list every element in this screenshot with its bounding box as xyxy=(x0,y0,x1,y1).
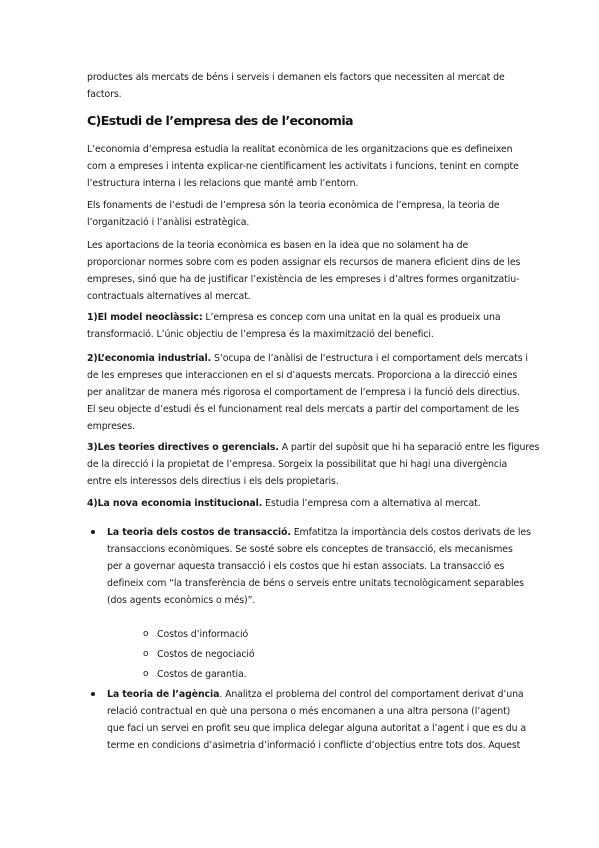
paragraph-industrial-economics xyxy=(87,350,528,435)
text-line: per analitzar de manera més rigorosa el comportament de l’empresa i la funció dels directius. xyxy=(87,387,520,398)
text-line xyxy=(87,439,540,456)
term-label: 3)Les teories directives o gerencials. xyxy=(87,442,279,453)
term-text: S’ocupa de l’anàlisi de l’estructura i el comportament dels mercats i xyxy=(211,353,528,364)
list-item-body xyxy=(107,686,526,754)
term-label: 4)La nova economia institucional. xyxy=(87,498,263,509)
text-line: El seu objecte d’estudi és el funcionament real dels mercats a partir del comportament de les xyxy=(87,404,520,415)
sub-list-item-text: Costos d’informació xyxy=(157,629,249,640)
sub-list-item-text: Costos de garantia. xyxy=(157,669,247,680)
text-line: transformació. L’únic objectiu de l’empresa és la maximització del benefici. xyxy=(87,329,434,340)
bullet-icon xyxy=(91,530,95,534)
circle-bullet-icon: o xyxy=(143,669,149,679)
paragraph-economic-theory xyxy=(87,237,521,305)
term-text: Estudia l’empresa com a alternativa al mercat. xyxy=(262,498,481,509)
text-line xyxy=(107,524,531,541)
term-label: La teoria de l’agència xyxy=(107,689,220,700)
text-line: terme en condicions d’asimetria d’informació i conflicte d’objectius entre tots dos. Aquest xyxy=(107,740,521,751)
text-line: per a governar aquesta transacció i els costos que hi estan associats. La transacció es xyxy=(107,561,505,572)
circle-bullet-icon: o xyxy=(143,649,149,659)
term-text: . Analitza el problema del control del comportament derivat d’una xyxy=(219,689,524,700)
paragraph-new-institutional-economics xyxy=(87,495,513,512)
sub-list-item-text: Costos de negociació xyxy=(157,649,255,660)
section-heading: C)Estudi de l’empresa des de l’economia xyxy=(87,113,353,128)
text-line: Els fonaments de l’estudi de l’empresa són la teoria econòmica de l’empresa, la teoria de xyxy=(87,200,500,211)
text-line: empreses. xyxy=(87,421,135,432)
term-text: L’empresa es concep com una unitat en la qual es produeix una xyxy=(202,312,501,323)
text-line: entre els interessos dels directius i els dels propietaris. xyxy=(87,476,339,487)
text-line: de les empreses que interaccionen en el si d’aquests mercats. Proporciona a la direcció eines xyxy=(87,370,518,381)
text-line: proporcionar normes sobre com es poden assignar els recursos de manera eficient dins de les xyxy=(87,257,521,268)
text-line: transaccions econòmiques. Se sosté sobre els conceptes de transacció, els mecanismes xyxy=(107,544,513,555)
text-line: de la direcció i la propietat de l’empresa. Sorgeix la possibilitat que hi hagi una divergència xyxy=(87,459,508,470)
text-line: L’economia d’empresa estudia la realitat econòmica de les organitzacions que es defineixen xyxy=(87,144,513,155)
text-line xyxy=(87,309,513,326)
text-line: defineix com “la transferència de béns o serveis entre unitats tecnològicament separables xyxy=(107,578,524,589)
text-line: relació contractual en què una persona o més encomanen a una altra persona (l’agent) xyxy=(107,706,511,717)
paragraph-foundations xyxy=(87,197,513,231)
term-label: La teoria dels costos de transacció. xyxy=(107,527,291,538)
text-line: productes als mercats de béns i serveis i demanen els factors que necessiten al mercat de xyxy=(87,72,505,83)
term-text: Emfatitza la importància dels costos derivats de les xyxy=(290,527,531,538)
circle-bullet-icon: o xyxy=(143,629,149,639)
bullet-icon xyxy=(91,692,95,696)
text-line: l’estructura interna i les relacions que manté amb l’entorn. xyxy=(87,178,359,189)
text-line xyxy=(87,350,528,367)
text-line: factors. xyxy=(87,89,122,100)
term-text: A partir del supòsit que hi ha separació entre les figures xyxy=(278,442,540,453)
text-line: contractuals alternatives al mercat. xyxy=(87,291,251,302)
paragraph-neoclassical-model xyxy=(87,309,513,343)
text-line: empreses, sinó que ha de justificar l’existència de les empreses i d’altres formes organitzatiu- xyxy=(87,274,520,285)
intro-paragraph xyxy=(87,69,513,103)
text-line: com a empreses i intenta explicar-ne científicament les activitats i funcions, tenint en compte xyxy=(87,161,519,172)
text-line: l’organització i l’anàlisi estratègica. xyxy=(87,217,250,228)
text-line: (dos agents econòmics o més)”. xyxy=(107,595,256,606)
text-line xyxy=(107,686,524,703)
text-line: Les aportacions de la teoria econòmica es basen en la idea que no solament ha de xyxy=(87,240,469,251)
term-label: 2)L’economia industrial. xyxy=(87,353,212,364)
term-label: 1)El model neoclàssic: xyxy=(87,312,203,323)
text-line: que faci un servei en profit seu que implica delegar alguna autoritat a l’agent i que es du a xyxy=(107,723,526,734)
text-line xyxy=(87,495,513,512)
list-item-body xyxy=(107,524,531,609)
paragraph-definition xyxy=(87,141,519,192)
paragraph-managerial-theories xyxy=(87,439,540,490)
